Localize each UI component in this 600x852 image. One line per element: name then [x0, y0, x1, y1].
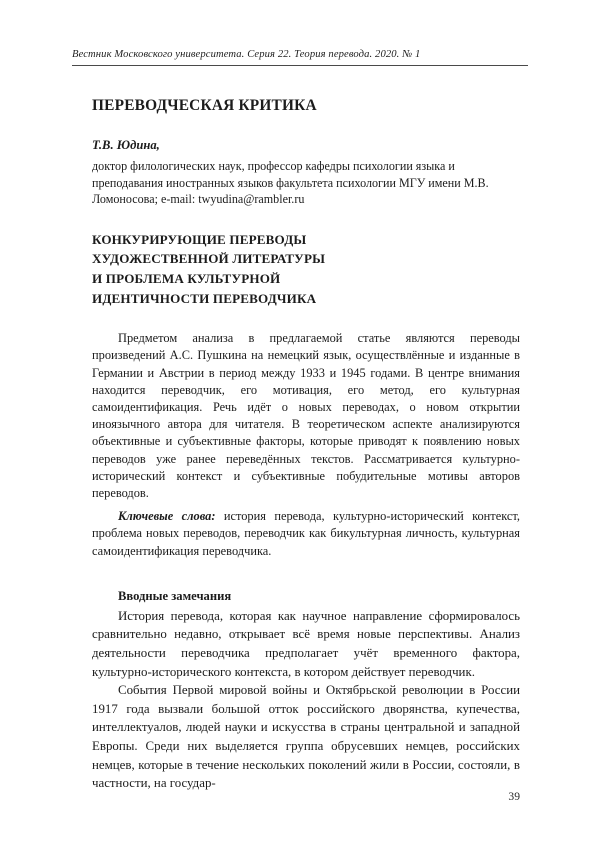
article-title-line: ИДЕНТИЧНОСТИ ПЕРЕВОДЧИКА: [92, 290, 317, 306]
article-title-line: КОНКУРИРУЮЩИЕ ПЕРЕВОДЫ: [92, 231, 307, 247]
abstract-text: Предметом анализа в предлагаемой статье являются переводы произведений А.С. Пушкина на немецкий язык, осуществлённые и изданные в Германии и Австрии в период между 1933 и 1945 годами. В центре внимания находится переводчик, его мотивация, его метод, его культурная самоидентификация. Речь идёт о новых переводах, о новом открытии иноязычного автора для читателя. В теоретическом аспекте анализируются объективные и субъективные факторы, которые приводят к появлению новых переводов уже ранее переведённых текстов. Рассматривается культурно-исторический контекст и субъективные побудительные мотивы авторов переводов.: [92, 331, 520, 500]
body-paragraph: История перевода, которая как научное направление сформировалось сравнительно недавно, открывает всё время новые перспективы. Анализ деятельности переводчика предполагает учёт временного фактора, культурно-исторического контекста, в котором действует переводчик.: [92, 608, 520, 679]
article-title-line: ХУДОЖЕСТВЕННОЙ ЛИТЕРАТУРЫ: [92, 251, 326, 267]
running-head: [72, 48, 528, 66]
keywords-text: история перевода, культурно-исторический контекст, проблема новых переводов, переводчик как бикультурная личность, культурная самоидентификация переводчика.: [92, 509, 520, 558]
section-heading: ПЕРЕВОДЧЕСКАЯ КРИТИКА: [92, 97, 317, 114]
running-head-rule: [72, 65, 528, 66]
keywords-label: Ключевые слова:: [118, 509, 216, 524]
subsection-heading: Вводные замечания: [118, 588, 232, 603]
article-title-line: И ПРОБЛЕМА КУЛЬТУРНОЙ: [92, 270, 281, 286]
body-paragraph: События Первой мировой войны и Октябрьской революции в России 1917 года вызвали большой отток российского дворянства, купечества, интеллектуалов, людей науки и искусства в страны центральной и западной Европы. Среди них выделяется группа обрусевших немцев, российских немцев, которые в течение нескольких поколений жили в России, состояли, в частности, на государ-: [92, 683, 520, 791]
author-name: Т.В. Юдина,: [92, 138, 160, 152]
article-title: [92, 230, 520, 308]
content-column: [92, 96, 520, 793]
page-number: 39: [508, 790, 520, 803]
keywords-block: [92, 508, 520, 560]
running-head-text: Вестник Московского университета. Серия 22. Теория перевода. 2020. № 1: [72, 49, 421, 60]
author-affiliation: доктор филологических наук, профессор кафедры психологии языка и преподавания иностранных языков факультета психологии МГУ имени М.В. Ломоносова; e-mail: twyudina@rambler.ru: [92, 159, 489, 207]
